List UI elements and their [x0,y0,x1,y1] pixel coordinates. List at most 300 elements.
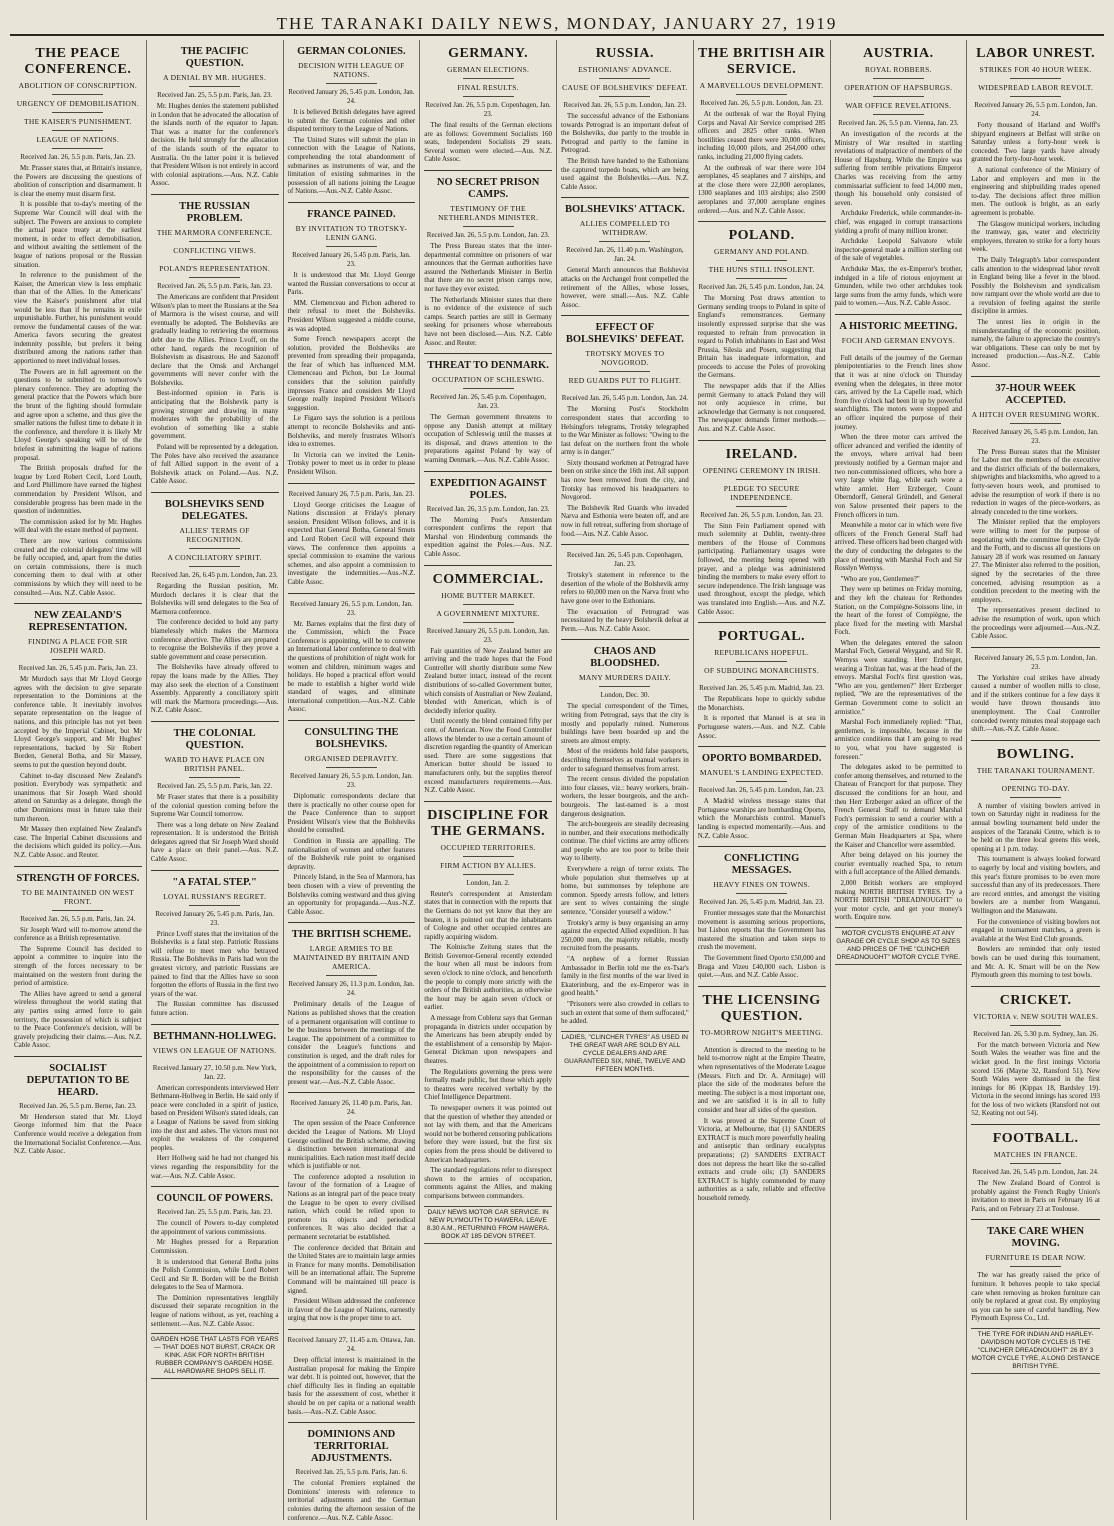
advertisement: THE TYRE FOR INDIAN AND HARLEY-DAVIDSON MOTOR CYCLES IS THE "CLINCHER DREADNOUGHT" 26 BY 3 MOTOR CYCLE TYRE, A LONG DISTANCE BRITISH TYRE. [971,1328,1100,1374]
article [14,1056,142,1156]
article-paragraph: Some French newspapers accept the solution, provided the Bolsheviks are prevented from spreading their propaganda, the fear of which has influenced M.M. Clemenceau and Pichon, but Le Journal considers that the solution painfully impresses France and considers Mr Lloyd George really inspired President Wilson's suggestion. [287,335,416,412]
article-dateline: London, Jan. 2. [466,878,510,887]
article-subheading: TO BE MAINTAINED ON WEST FRONT. [21,887,135,906]
article-divider [288,202,416,203]
article-subheading: A DENIAL BY MR. HUGHES. [163,73,267,82]
article-dateline: Received January 26, 5.5 p.m. London, Jan. 23. [974,653,1098,671]
article-paragraph: Preliminary details of the League of Nations as published shows that the creation of a permanent organisation will continue to be the business between the meetings of the League. The appointment of a committee to consider the League's functions and constitution is urged, and the draft rules for the appointment of a commission to report on the responsibility for the causes of the present war.—Aus.-N.Z. Cable Assoc. [287,1000,416,1086]
article-paragraph: The Press Bureau states that the inter-departmental committee on prisoners of war announces that the German authorities have assured the Netherlands Minister in Berlin that there are no secret prison camps now, nor have they ever existed. [424,241,552,293]
article-paragraph: They were up betimes on Friday morning, and they left the chateau for Rethondes Station, on the Compiègne-Soissons line, in the heart of the forest of Compiègne, the place fixed for the meeting with Marshal Foch. [834,585,963,637]
article [288,1092,416,1323]
subhead-rule [1010,423,1062,424]
subhead-rule [52,112,103,113]
article-dateline: Received January 26, 5.45 p.m. London, Jan. 24. [288,88,415,105]
article-subheading: MANUEL'S LANDING EXPECTED. [699,768,824,778]
article-headline: GERMAN COLONIES. [297,46,406,57]
article-dateline: Received Jan. 26, 5.5 p.m. Copenhagen, Jan. 23. [425,101,551,118]
article-paragraph: MM. Clemenceau and Pichon adhered to their refusal to meet the Bolsheviks. President Wilson suggested a middle course, as was adopted. [287,298,416,333]
article-dateline: Received January 26, 5.45 p.m. Paris, Jan. 23. [155,909,274,927]
article-headline: DOMINIONS AND TERRITORIAL ADJUSTMENTS. [307,1429,396,1465]
article-paragraph: Herr Hollweg said he had not changed his views regarding the responsibility for the war.—Aus. N.Z. Cable Assoc. [150,1154,279,1180]
article-subheading: MATCHES IN FRANCE. [993,1150,1078,1160]
column [147,40,284,1520]
article-subheading: TO-MORROW NIGHT'S MEETING. [700,1027,824,1037]
article-subheading: TESTIMONY OF THE NETHERLANDS MINISTER. [438,203,539,222]
subhead-rule [599,389,650,390]
article [698,622,826,740]
article-headline: CHAOS AND BLOODSHED. [590,646,660,670]
article [698,46,826,215]
article-subheading: POLAND'S REPRESENTATION. [159,263,271,273]
article-headline: "A FATAL STEP." [172,876,257,888]
subhead-rule [52,910,103,911]
article-paragraph: This tournament is always looked forward to eagerly by local and visiting bowlers, and this year's fixture promises to be even more successful than any of its predecessors. There are record entries, and amongst the visiting bowlers are a number from Wanganui, Wellington and the Manawatu. [971,855,1100,915]
subhead-rule [326,767,377,768]
article-paragraph: The evacuation of Petrograd was necessitated by the heavy Bolshevik defeat at Perm.—Aus. N.Z. Cable Assoc. [561,607,689,633]
subhead-rule [736,506,787,507]
article-paragraph: It was proved at the Supreme Court of Victoria, at Melbourne, that (1) SANDERS EXTRACT is much more powerfully healing and antiseptic than ordinary eucalyptus preparations; (2) SANDERS EXTRACT does not depress the heart like the so-called extracts and crude oils; (3) SANDERS EXTRACT is highly commended by many authorities as a safe, reliable and effective household remedy. [697,1116,826,1202]
article-divider [288,1422,416,1423]
article-paragraph: "A nephew of a former Russian Ambassador in Berlin told me the ex-Tsar's family in the first months of the war lived in Ekaterinburg, and the ex-Emperor was in good health." [561,955,689,998]
article-dateline: Received Jan. 26, 5.5 p.m. Paris, Jan. 23. [157,281,273,290]
subhead-rule [599,96,650,97]
article-paragraph: Full details of the journey of the German plenipotentiaries to the French lines show that it was at nine o'clock on Thursday evening when the delegates, in three motor cars, arrived by the La Capelle road, which from five o'clock had been lit up by powerful searchlights. The motors were stopped and an officer inquired the purpose of their journey. [834,353,963,431]
article-divider [14,1056,142,1057]
article-paragraph: Deep official interest is maintained in the Australian proposal for making the Empire war debt. It is pointed out, however, that the chief difficulty lies in finding an equitable basis for the assessment of cost, whether it should be on per capita or a national wealth basis.—Aus.-N.Z. Cable Assoc. [287,1355,416,1416]
article-paragraph: Le Figaro says the solution is a perilous attempt to reconcile Bolsheviks and anti-Bolsheviks, and merely frustrates Wilson's idea to extremes. [287,414,416,449]
article-subheading: OCCUPATION OF SCHLESWIG. [432,375,545,385]
subhead-rule [736,278,787,279]
article-paragraph: Until recently the blend contained fifty per cent. of American. Now the Food Controller allows the blender to use a certain amount of discretion regarding the quantity of American used. There are some suggestions that American butter should be issued to manufacturers only, but the supplies thereof exceed manufacturers requirements.—Aus. N.Z. Cable Assoc. [424,717,552,795]
article-headline: OPORTO BOMBARDED. [701,753,822,765]
article-dateline: Received Jan. 26, 5.45 p.m. London, Jan. 23. [698,786,825,795]
article-dateline: Received Jan. 26, 5.5 p.m. London, Jan. 23. [700,99,823,107]
article [151,46,279,188]
article-dateline: Received Jan. 26, 5.5 p.m. Paris, Jan. 24. [20,914,136,923]
article-subheading: PLEDGE TO SECURE INDEPENDENCE. [723,483,800,502]
article-subheading: ALLIES' TERMS OF RECOGNITION. [179,526,250,544]
article-paragraph: Regarding the Russian position, Mr. Murdoch declares it is clear that the Bolsheviks will send delegates to the Sea of Marmora conference. [150,582,279,616]
article-divider [151,492,279,493]
article-dateline: Received Jan. 25, 5.5 p.m. Paris, Jan. 22. [157,781,273,790]
article-paragraph: For the match between Victoria and New South Wales the weather was fine and the wicket good. In the first innings Victoria scored 156 (Mayne 32, Ransford 51). New South Wales were dismissed in the first innings for 86 (Kippax 18, Bardsley 19). Victoria in the second innings has scored 193 for the loss of two wickets (Ransford not out 52, Keating not out 54). [971,1040,1100,1118]
article [14,46,142,597]
article-dateline: Received Jan. 26, 5.45 p.m. Copenhagen, Jan. 23. [566,551,683,569]
article-paragraph: The open session of the Peace Conference decided the League of Nations. Mr Lloyd George outlined the British scheme, drawing a distinction between international and municipalities. Each nation must itself decide which is justifiable or not. [287,1119,416,1171]
article [698,986,826,1203]
article-paragraph: The council of Powers to-day completed the appointment of various commissions. [150,1219,279,1236]
article-headline: BOLSHEVIKS' ATTACK. [564,204,685,216]
article-headline: THE BRITISH AIR SERVICE. [697,46,826,77]
article-divider [971,647,1100,648]
article-headline: AUSTRIA. [863,46,934,61]
article-subheading: ESTHONIANS' ADVANCE. [578,65,672,74]
article-subheading: FIRM ACTION BY ALLIES. [440,860,537,870]
article-divider [971,376,1100,377]
article-subheading: LEAGUE OF NATIONS. [36,135,120,144]
article-paragraph: The newspaper adds that if the Allies permit Germany to attack Poland they will not only acquiesce in crime, but acknowledge that Germany is not conquered. The newspaper demands firmer methods.—Aus. and N.Z. Cable Assoc. [697,382,826,434]
article [971,647,1100,734]
article-headline: THE PACIFIC QUESTION. [180,46,249,69]
article-paragraph: Mr Hughes pressed for a Reparation Commission. [150,1238,279,1255]
article-subheading: WARD TO HAVE PLACE ON BRITISH PANEL. [164,754,265,773]
article-divider [561,544,689,545]
article-paragraph: The United States will submit the plan in connection with the League of Nations, comprehending the total abandonment of submarines as instruments of war, and the limitation of existing submarines in the possession of all nations joining the League of Nations.—Aus.-N.Z. Cable Assoc. [287,135,416,196]
article-dateline: Received Jan. 25, 5.5 p.m. Paris, Jan. 23. [157,1208,273,1217]
article-subheading: OCCUPIED TERRITORIES. [440,842,536,852]
article-subheading: THE HUNS STILL INSOLENT. [708,265,815,275]
article [561,197,689,309]
article [971,1219,1100,1323]
article-headline: A HISTORIC MEETING. [839,320,958,332]
article-paragraph: Reuter's correspondent at Amsterdam states that in connection with the reports that the Germans do not yet know that they are beaten, it is pointed out that the inhabitants of Cologne and other occupied centres are rapidly acquiring wisdom. [424,889,552,941]
article-dateline: Received January 26, 5.45 p.m. Paris, Jan. 23. [292,250,411,268]
article-paragraph: The Powers are in full agreement on the questions to be submitted to tomorrow's plenary conference. They are adopting the general practice that the Powers which bore the brunt of the fighting should formulate and agree upon a scheme, and thus give the smaller nations the fullest time to debate it in the conference, and therefore it is likely Mr Lloyd George's speaking will be of the briefest in submitting the league of nations proposal. [14,367,142,462]
article-subheading: DECISION WITH LEAGUE OF NATIONS. [298,61,405,79]
article [424,353,552,465]
article-subheading: VIEWS ON LEAGUE OF NATIONS. [152,1045,277,1055]
subhead-rule [736,661,787,662]
article-headline: POLAND. [728,228,795,244]
article-paragraph: The Russian committee has discussed future action. [150,1000,279,1017]
article-dateline: Received Jan. 26, 5.5 p.m. London, Jan. 23. [700,510,823,519]
article-headline: CONSULTING THE BOLSHEVIKS. [304,727,399,751]
article-paragraph: The Press Bureau states that the Minister for Labor met the members of the executive and the district officials of the boilermakers, shipwrights and blacksmiths, who agreed to a forty-seven hours week, and promised to advise the resumption of work if there is no reduction in wages of the piece-workers, as already conceded to the time workers. [971,447,1100,516]
article-paragraph: The Americans are confident that President Wilson's plan to meet the Russians at the Sea of Marmora is the wisest course, and will eventually be adopted. The Bolsheviks are gradually leading to retrieving the enormous debt due to the Allies. Prince Lvoff, on the other hand, regards the recognition of Bolshevism as disastrous. He and Sazonoff declare that the Omsk and Archangel governments will never confer with the Bolsheviks. [150,292,279,387]
article-headline: THE LICENSING QUESTION. [702,992,821,1024]
article-headline: CRICKET. [999,992,1072,1008]
article-dateline: Received Jan. 26, 5.45 p.m. London, Jan. 24. [561,394,688,403]
subhead-rule [463,388,514,389]
article-dateline: Received Jan. 26, 5.5 p.m. Vienna, Jan. 23. [838,119,959,127]
article-paragraph: The unrest lies in origin in the misunderstanding of the economic position, namely, the failure to appreciate the country's war obligations. These can only be met by increased production.—Aus.-N.Z. Cable Assoc. [971,318,1100,370]
article-paragraph: The commission asked for by Mr. Hughes will deal with the estate method of payment. [14,517,142,535]
article-dateline: Received Jan. 25, 5.5 p.m. Paris, Jan. 23. [157,91,273,99]
article-headline: FOOTBALL. [992,1131,1079,1147]
article-subheading: ROYAL ROBBERS. [864,65,932,74]
subhead-rule [736,1041,787,1042]
article [151,721,279,864]
article-divider [151,1024,279,1025]
article-subheading: CAUSE OF BOLSHEVIKS' DEFEAT. [562,83,688,92]
article-paragraph: A number of visiting bowlers arrived in town on Saturday night in readiness for the annual bowling tournament held under the auspices of the Taranaki Centre, which is to be held on the three local greens this week, opening at 1 p.m. today. [971,801,1100,853]
article-headline: STRENGTH OF FORCES. [16,872,140,884]
article-paragraph: The Yorkshire coal strikes have already caused a number of woollen mills to close, and if the strikers continue for a few days it would have thrown thousands into unemployment. The Coal Controller conceded twenty minutes meal stoppage each shift.—Aus.-N.Z. Cable Assoc. [971,673,1100,734]
column [10,40,147,1520]
subhead-rule [189,1059,240,1060]
article-dateline: Received January 27, 10.50 p.m. New York, Jan. 22. [152,1063,277,1081]
article [835,46,963,308]
article-dateline: Received Jan. 26, 5.5 p.m. Paris, Jan. 23. [20,153,136,161]
subhead-rule [736,479,787,480]
article-headline: RUSSIA. [595,46,655,61]
article [698,440,826,617]
article-paragraph: The Kolnische Zeitung states that the British Governor-General recently extended the hour when all must be indoors from seven o'clock to nine o'clock, and henceforth the people to comply more strictly with the orders of the British authorities, as otherwise the hour may be again seven o'clock or earlier. [424,943,552,1012]
subhead-rule [463,96,514,97]
article-subheading: OPERATION OF HAPSBURGS. [844,83,953,92]
article-subheading: REPUBLICANS HOPEFUL. [714,648,809,658]
subhead-rule [873,78,924,79]
article-dateline: Received January 26, 11.40 p.m. Paris, Jan. 24. [290,1099,413,1117]
article-dateline: Received Jan. 26, 3.5 p.m. London, Jan. 23. [426,504,550,513]
article-paragraph: General March announces that Bolshevist attacks on the Archangel front compelled the retirement of the Allies, whose losses, however, were small.—Aus. N.Z. Cable Assoc. [561,266,689,309]
article-paragraph: The New Zealand Board of Control is probably against the French Rugby Union's invitation to meet in Paris on February 16 at Paris, and on February 23 at Toulouse. [971,1179,1100,1213]
article-divider [288,1092,416,1093]
subhead-rule [599,78,650,79]
column [694,40,831,1520]
article-paragraph: The Netherlands Minister states that there is no evidence of the existence of such camps. Search parties are still in Germany seeking for prisoners whose whereabouts have not been disclosed.—Aus. N.Z. Cable Assoc. and Reuter. [424,295,552,347]
article-paragraph: At the outbreak of war the Royal Flying Corps and Naval Air Service comprised 285 officers and 2825 other ranks. When hostilities ceased there were 30,000 officers, including 10,000 pilots, and 264,000 other ranks, including 21,000 flying cadets. [697,110,826,161]
subhead-rule [326,975,377,976]
article-divider [288,720,416,721]
article-paragraph: The Morning Post's Amsterdam correspondent confirms the report that Marshal von Hindenburg commands the expedition against the Poles.—Aus. N.Z. Cable Assoc. [424,515,552,559]
article [971,46,1100,370]
article-headline: THE RUSSIAN PROBLEM. [179,200,251,224]
article-paragraph: Mr. Prasser states that, at Britain's instance, the Powers are discussing the questions of abolition of conscription and disarmament. It is clear the enemy must disarm first. [14,164,142,198]
subhead-rule [873,96,924,97]
article [288,202,416,477]
article-dateline: Received Jan. 26, 5.45 p.m. Madrid, Jan. 23. [699,684,825,693]
article [561,544,689,633]
article-paragraph: Prince Lvoff states that the invitation of the Bolsheviks is a fatal step. Patriotic Russians will refuse to meet men who betrayed Russia. The Bolsheviks in Paris had won the greatest victory, and patriotic Russians are pained to find that the Allies have so soon forgotten the efforts of Russia in the first two years of the war. [150,929,279,998]
subhead-rule [52,94,103,95]
article-paragraph: The German government threatens to oppose any Danish attempt at military occupation of Schleswig until the masses at its disposal, and draws attention to the preparations against Poland by way of warning Denmark.—Aus. N.Z. Cable Assoc. [424,413,552,465]
article-paragraph: Everywhere a reign of terror exists. The whole population shut themselves up at home, but summonses by telephone are common. Speedy arrests follow, and letters are sent to wives containing the single sentence, "Consider yourself a widow." [561,865,689,917]
article-headline: THE PEACE CONFERENCE. [24,46,132,77]
subhead-rule [1010,779,1062,780]
article [288,1422,416,1520]
article-subheading: GERMANY AND POLAND. [714,247,810,257]
article-paragraph: Mr Murdoch says that Mr Lloyd George agrees with the decision to give separate representation to the Dominions at the conference table. It inevitably involves separate representation on the league of nations, and this principle has not yet been accepted by the Imperial Cabinet, but Mr Lloyd George's support, and Mr Hughes' representations, backed by Sir Robert Borden, General Botha, and Sir Massey, seems to put the question beyond doubt. [14,675,142,770]
article-divider [424,801,552,802]
advertisement: LADIES, "CLINCHER TYRES" AS USED IN THE GREAT WAR ARE SOLD BY ALL CYCLE DEALERS AND ARE GUARANTEED SIX, NINE, TWELVE AND FIFTEEN MONTHS. [561,1031,689,1077]
article-paragraph: Sir Joseph Ward will to-morrow attend the conference as a British representative. [14,925,142,943]
article-subheading: OPENING TO-DAY. [1001,783,1070,793]
subhead-rule [326,83,377,84]
article-divider [698,986,826,987]
article-paragraph: The British have handed to the Esthonians the captured torpedo boats, which are being used against the Bolsheviks.—Aus. N.Z. Cable Assoc. [561,156,689,191]
article-headline: COUNCIL OF POWERS. [156,1193,273,1205]
article-divider [424,170,552,171]
article-subheading: LARGE ARMIES TO BE MAINTAINED BY BRITAIN AND AMERICA. [293,944,410,972]
subhead-rule [1010,96,1062,97]
article-paragraph: The delegates asked to be permitted to confer among themselves, and returned to the Chateau of Francport for that purpose. They discussed the conditions for an hour, and then Herr Erzberger asked an officer of the French General Staff to demand Marshal Foch's permission to send a courier with a copy of the armistice conditions to the German Main Headquarters at Spa, where the Kaiser and Chancellor were assembled. [834,763,963,849]
article-headline: DISCIPLINE FOR THE GERMANS. [427,807,549,839]
article-divider [561,639,689,640]
article [698,746,826,840]
article [971,986,1100,1118]
article [424,471,552,559]
advertisement: GARDEN HOSE THAT LASTS FOR YEARS — THAT DOES NOT BURST, CRACK OR KINK. ASK FOR NORTH BRITISH RUBBER COMPANY'S GARDEN HOSE. ALL HARDWARE SHOPS SELL IT. [151,1333,279,1379]
article-divider [971,1219,1100,1220]
article-subheading: WAR OFFICE REVELATIONS. [845,101,952,110]
article [971,376,1100,641]
article-paragraph: "Prisoners were also crowded in cellars to such an extent that some of them suffocated," he added. [561,999,689,1026]
article-paragraph: Mr Massey then explained New Zealand's case. The Imperial Cabinet discussions and the decisions which guided its policy.—Aus. N.Z. Cable Assoc. and Reuter. [14,825,142,859]
article-headline: BETHMANN-HOLLWEG. [153,1030,277,1042]
article-paragraph: Poland will be represented by a delegation. The Poles have also received the assurance of full Allied support in the event of a Bolshevik attack on Poland.—Aus. N.Z. Cable Assoc. [150,443,279,486]
article-headline: THE BRITISH SCHEME. [291,929,412,941]
article [288,46,416,196]
article-dateline: Received Jan. 26, 5.45 p.m. Copenhagen, Jan. 23. [430,393,547,411]
article-paragraph: Mr Fraser states that there is a possibility of the colonial question coming before the Supreme War Council tomorrow. [150,792,279,819]
article-paragraph: After being delayed on his journey the courier eventually reached Spa, to return with a full acceptance of the Allied demands. [834,851,963,877]
article-paragraph: It is reported that Manuel is at sea in Portuguese waters.—Aus. and N.Z. Cable Assoc. [697,714,826,740]
article-paragraph: The Morning Post draws attention to Germany sending troops to Poland in spite of England's remonstrances. Germany insolently expressed surprise that she was requested to refrain from provocation in regard to Polish inhabitants in East and West Prussia, Silesia and Posen, suggesting that Britain has inadequate information, and proceeds to accuse the Poles of provoking the Germans. [697,294,826,380]
subhead-rule [1010,1163,1062,1164]
article-headline: SOCIALIST DEPUTATION TO BE HEARD. [26,1062,130,1098]
article-paragraph: Marshal Foch immediately replied: "That, gentlemen, is impossible, because in the armistice conditions that I am going to read to you, what you have suggested is foreseen." [834,718,963,761]
article [151,194,279,486]
advertisement: MOTOR CYCLISTS ENQUIRE AT ANY GARAGE OR CYCLE SHOP AS TO SIZES AND PRICES OF THE "CLINCHER DREADNOUGHT" MOTOR CYCLE TYRE. [835,927,963,965]
article-headline: EXPEDITION AGAINST POLES. [429,477,547,501]
article [151,1024,279,1181]
subhead-rule [463,226,514,227]
article-paragraph: The Morning Post's Stockholm correspondent states that according to Helsingfors telegrams, Trotsky telegraphed to the War Minister as follows: "Owing to the last defeat on the northern front the whole army is in danger." [561,405,689,457]
article-subheading: FINDING A PLACE FOR SIR JOSEPH WARD. [27,637,128,656]
article-paragraph: An investigation of the records at the Ministry of War resulted in startling revelations of malpractice of members of the House of Hapsburg. While the Empire was suffering from terrible privations Emperor Charles was receiving from the army commissariat sufficient to feed 14,000 men, though his household only consisted of seven. [834,130,963,207]
article-subheading: THE KAISER'S PUNISHMENT. [23,117,132,126]
article-paragraph: The standard regulations refer to disrespect shown to the armies of occupation, comments against the Allies, and making comparisons between commanders. [424,1166,552,1200]
subhead-rule [1010,797,1062,798]
article-dateline: Received Jan. 25, 5.5 p.m. Paris, Jan. 6. [295,1468,408,1477]
article-paragraph: The Allies have agreed to send a general wireless throughout the world stating that any parties using armed force to gain territory, the possession of which is subject to the Peace Conference's decision, will be gravely prejudicing their claims.—Aus. N.Z. Cable Assoc. [14,989,142,1050]
article-subheading: TROTSKY MOVES TO NOVGOROD. [585,349,665,368]
article-divider [288,593,416,594]
article-subheading: MANY MURDERS DAILY. [578,673,671,683]
article-subheading: FINAL RESULTS. [457,83,519,92]
subhead-rule [52,659,103,660]
article [288,720,416,916]
article-paragraph: The Regulations governing the press were formally made public, but those which apply to theatres were received verbally by the Chief Intelligence Department. [424,1067,552,1102]
article-dateline: Received Jan. 26, 5.45 p.m. London, Jan. 24. [972,1168,1099,1177]
article-headline: FRANCE PAINED. [307,208,396,220]
article [151,870,279,1018]
article-paragraph: Condition in Russia are appalling. The nationalisation of women and other features of the Bolshevik rule point to organised depravity. [287,837,416,871]
article [14,866,142,1050]
article-paragraph: The Daily Telegraph's labor correspondent calls attention to the widespread labor revolt in England being like a fever in the blood. Possibly the Bolshevism and syndicalism now rampant over the whole world are due to a revulsion of feeling against the sterile discipline in armies. [971,255,1100,316]
article-divider [561,315,689,316]
article-paragraph: Bowlers are reminded that only tested bowls can be used during this tournament, and Mr. A. K. Smart will be on the New Plymouth green this morning to test bowls. [971,945,1100,980]
article-subheading: A CONCILIATORY SPIRIT. [167,553,262,562]
subhead-rule [873,114,924,115]
article [288,1329,416,1416]
article-subheading: ALLIES COMPELLED TO WITHDRAW. [579,219,670,238]
article-dateline: Received Jan. 26, 5.45 p.m. London, Jan. 24. [698,283,825,292]
article [424,170,552,347]
article-dateline: Received January 26, 5.5 p.m. London, Jan. 23. [289,772,413,790]
article-divider [288,1329,416,1330]
article-paragraph: Diplomatic correspondents declare that there is practically no other course open for the Peace Conference than to support President Wilson's view that the Bolsheviks should be consulted. [287,792,416,835]
subhead-rule [189,86,240,87]
article-paragraph: Archduke Frederick, while commander-in-chief, was engaged in corrupt transactions yielding a profit of many million kroner. [834,209,963,235]
article-dateline: Received Jan. 26, 11.40 p.m. Washington, Jan. 24. [566,246,684,264]
article-paragraph: The recent census divided the population into four classes, viz.: heavy workers, brain-workers, the lesser bourgeois, and the arch-bourgeois. The last-named is a most dangerous designation. [561,775,689,818]
article-dateline: Received Jan. 26, 5.5 p.m. London, Jan. 23. [563,101,687,109]
article-paragraph: When the three motor cars arrived the officer advanced and verified the identity of the envoys, where arrival had been previously notified by a German major and two non-commissioned officers, who bore a very large white flag, while each wore a white armlet. Herr Erzberger, Count Oberndorff, General Gründell, and General von Salow presented their papers to the French officers in turn. [834,433,963,519]
article-subheading: ORGANISED DEPRAVITY. [304,754,399,764]
subhead-rule [189,548,240,549]
subhead-rule [189,241,240,242]
subhead-rule [189,905,240,906]
article-paragraph: Best-informed opinion in Paris is anticipating that the Bolshevik party is growing stronger and drawing in many moderates with the probability of the evolution of something like a stable government. [150,389,279,441]
article-subheading: STRIKES FOR 40 HOUR WEEK. [979,65,1092,74]
subhead-rule [736,94,787,95]
article-divider [971,740,1100,741]
article-subheading: URGENCY OF DEMOBILISATION. [16,99,140,108]
article-paragraph: The Supreme Council has decided to appoint a committee to inquire into the strength of the forces necessary to be maintained on the western front during the period of armistice. [14,944,142,988]
article-paragraph: President Wilson addressed the conference in favour of the League of Nations, earnestly urging that now is the proper time to act. [287,1297,416,1323]
article-paragraph: Archduke Max, the ex-Emperor's brother, indulged in a life of riotous enjoyment at Gmunden, while two other archdukes took large sums from the army funds, which were paid to women.—Aus. N.Z. Cable Assoc. [834,264,963,308]
article [698,221,826,434]
article [424,565,552,795]
advertisement: DAILY NEWS MOTOR CAR SERVICE. IN NEW PLYMOUTH TO HAWERA. LEAVE 8.30 A.M., RETURNING FROM HAWERA. BOOK AT 185 DEVON STREET. [424,1206,552,1244]
article-subheading: ABOLITION OF CONSCRIPTION. [18,81,138,90]
article-dateline: London, Dec. 30. [600,691,650,700]
article-dateline: Received January 26, 5.45 p.m. London, Jan. 23. [972,427,1099,445]
article-subheading: FOCH AND GERMAN ENVOYS. [841,335,955,345]
subhead-rule [599,371,650,372]
article-headline: THREAT TO DENMARK. [427,360,549,372]
column [557,40,694,1520]
article-paragraph: Fair quantities of New Zealand butter are arriving and the trade hopes that the Food Controller will shortly distribute some New Zealand butter intact, instead of the recent distributions of so-called Government butter, which consists of Australian or New Zealand, blended with American, which is of decidedly inferior quality. [424,646,552,715]
article-paragraph: To newspaper owners it was pointed out that the question of whether they attended or not lay with them, and that the Americans would not be bothered censoring publications before they were issued, but the first six copies from the press should be delivered to American headquarters. [424,1103,552,1164]
article-paragraph: Mr Henderson stated that Mr. Lloyd George informed him that the Peace Conference would receive a delegation from the International Socialist Conference.—Aus. N.Z. Cable Assoc. [14,1112,142,1156]
article [424,46,552,164]
article-dateline: Received January 27, 11.45 a.m. Ottawa, Jan. 24. [287,1335,416,1353]
article-paragraph: In reference to the punishment of the Kaiser, the American view is less emphatic than that of the Allies. In the Americans' view the Kaiser's punishment after trial would be less than if he remains in exile unpunishable. Further, his punishment would remove the fundamental causes of the war. America favors securing the greatest indemnity possible, but prefers it being distributed among the nations rather than apportioned to meet individual losses. [14,271,142,366]
article [561,315,689,538]
article-divider [561,197,689,198]
article-subheading: A GOVERNMENT MIXTURE. [436,608,540,618]
article-divider [698,622,826,623]
article-dateline: Received January 26, 7.5 p.m. Paris, Jan. 23. [288,489,415,498]
article-paragraph: American correspondents interviewed Herr Bethmann-Hollweg in Berlin. He said only if peace were concluded in a spirit of justice, based on President Wilson's stated ideals, can a League of Nations be saved from sinking into the dust and ashes. The victors must not exploit the weakness of the conquered peoples. [150,1083,279,1152]
article-paragraph: It is possible that to-day's meeting of the Supreme War Council will deal with the subject. The Powers are anxious to complete the actual peace treaty at the earliest moment, in order to effect demobilisation, and without awaiting the settlement of the league of nations proposal or the Russian situation. [14,200,142,269]
article-paragraph: Mr. Hughes denies the statement published in London that he advocated the allocation of the islands north of the equator to Japan. That was a matter for the conference's decision. He held strongly for the allocation of the islands south of the equator to Australia. On the latter point it is believed that President Wilson is not entirely in accord with colonial aspirations.—Aus. N.Z. Cable Assoc. [150,102,279,188]
article-divider [288,922,416,923]
subhead-rule [463,78,514,79]
subhead-rule [736,679,787,680]
article-paragraph: Forty thousand of Harland and Wolff's shipyard engineers at Belfast will strike on Saturday unless a forty-hour week is conceded. Two large yards have already granted the forty-four-hour week. [971,121,1100,164]
article-divider [151,870,279,871]
article-paragraph: The Minister replied that the employers were willing to meet for the purpose of negotiating with the committee for the Clyde and the Forth, and to discuss all questions on January 28 if work was resumed on January 27. The Minister also referred to the position, signed by the secretaries of the three concerned, advising resumption as a condition precedent to the meeting with the employers. [971,518,1100,604]
article-paragraph: The Glasgow municipal workers, including the tramway, gas, water and electricity employees, threaten to strike for a forty hours week. [971,219,1100,254]
article-headline: NEW ZEALAND'S REPRESENTATION. [28,610,128,634]
article [561,46,689,191]
article-headline: PORTUGAL. [718,629,806,645]
article-divider [14,866,142,867]
article-paragraph: Attention is directed to the meeting to be held to-morrow night at the Empire Theatre, when representatives of the Moderate League (Messrs. Fitch and Dr. A. Armitage) will place the side of the moderates before the meeting. The subject is a most important one, and we are satisfied it is in all to fully consider and hear all sides of the question. [697,1045,826,1114]
article-subheading: CONFLICTING VIEWS. [173,245,256,255]
article-paragraph: The special correspondent of the Times, writing from Petrograd, says that the city is mostly and popularly ruined. Numerous buildings have been boarded up and the streets are almost empty. [561,702,689,745]
article-paragraph: The British proposals drafted for the league by Lord Robert Cecil, Lord Louth, and Lord Phillimore have earned the highest commendation by President Wilson, and considerable progress has been made in the question of indemnities. [14,464,142,516]
article-subheading: BY INVITATION TO TROTSKY-LENIN GANG. [295,223,408,242]
article-paragraph: A message from Coblenz says that German propaganda in districts under occupation by the Americans has been abruptly ended by the establishment of a censorship by Major-General Dickman upon newspapers and theatres. [424,1014,552,1065]
article-paragraph: "Who are you, Gentlemen?" [840,574,920,583]
subhead-rule [599,241,650,242]
article [971,740,1100,980]
article-paragraph: The Government fined Oporto £50,000 and Braga and Vizeu £40,000 each. Lisbon is quiet.—Aus. and N.Z. Cable Assoc. [697,954,826,980]
article-paragraph: The Sinn Fein Parliament opened with much solemnity at Dublin, twenty-three members of the House of Commons participating. Parliamentary usages were followed, the meeting being opened with prayer, and a pledge was administered binding the members to make every effort to secure independence. The Irish language was used throughout, except the pledge, which was translated into English.—Aus. and N.Z. Cable Assoc. [697,521,826,616]
article-paragraph: The war has greatly raised the price of furniture. It behoves people to take special care when removing as broken furniture can only be replaced at great cost. By employing us you can be sure of careful handling. New Plymouth Express Co., Ltd. [971,1271,1100,1323]
subhead-rule [326,246,377,247]
article-headline: CONFLICTING MESSAGES. [723,853,800,877]
article-divider [151,194,279,195]
article-dateline: Received Jan. 26, 5.30 p.m. Sydney, Jan. 26. [973,1029,1099,1038]
article-dateline: Received Jan. 26, 5.5 p.m. Berne, Jan. 23. [19,1101,137,1110]
column [284,40,421,1520]
